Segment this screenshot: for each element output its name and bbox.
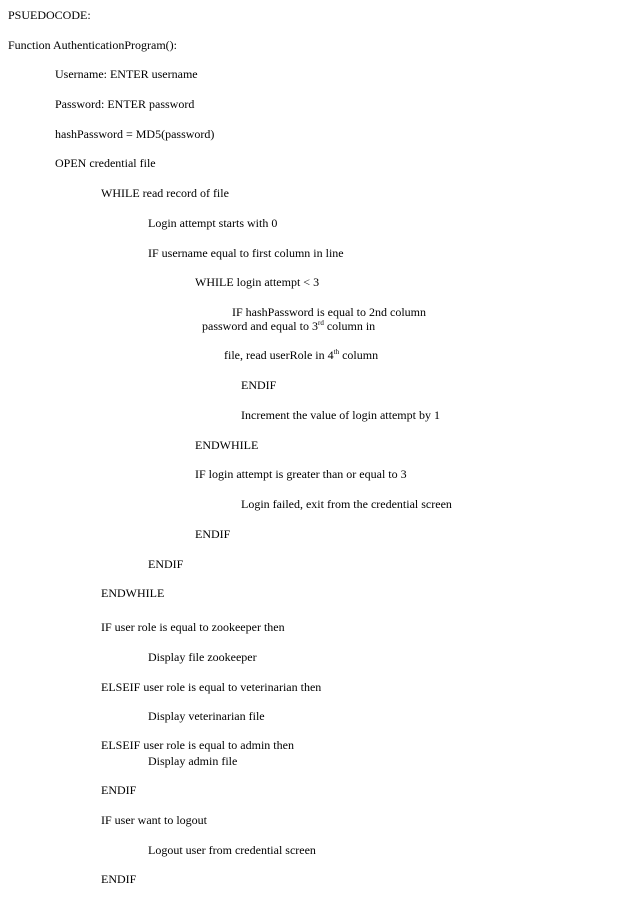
code-line-endif-roles: ENDIF: [101, 783, 137, 797]
code-line-endif-logout: ENDIF: [101, 872, 137, 886]
code-line-display-admin: Display admin file: [148, 754, 238, 768]
code-line-login-attempt-start: Login attempt starts with 0: [148, 216, 278, 230]
file-read-superscript: th: [333, 348, 340, 356]
code-line-file-read: [224, 348, 378, 362]
code-line-while-read: WHILE read record of file: [101, 186, 229, 200]
code-line-display-zookeeper: Display file zookeeper: [148, 650, 257, 664]
code-line-elseif-vet: ELSEIF user role is equal to veterinarian then: [101, 680, 322, 694]
code-line-if-zookeeper: IF user role is equal to zookeeper then: [101, 620, 285, 634]
password-equal-suffix: column in: [323, 319, 376, 333]
code-line-if-login-ge3: IF login attempt is greater than or equal to 3: [195, 467, 407, 481]
code-line-open-file: OPEN credential file: [55, 156, 156, 170]
code-line-password-equal: [202, 319, 375, 333]
code-line-username: Username: ENTER username: [55, 67, 198, 81]
code-line-endif-login: ENDIF: [195, 527, 231, 541]
code-line-endif-inner: ENDIF: [241, 378, 277, 392]
code-line-if-logout: IF user want to logout: [101, 813, 207, 827]
code-line-if-username: IF username equal to first column in line: [148, 246, 344, 260]
password-equal-text: password and equal to 3: [202, 319, 318, 333]
code-line-logout-user: Logout user from credential screen: [148, 843, 316, 857]
code-line-endwhile-outer: ENDWHILE: [101, 586, 165, 600]
file-read-suffix: column: [339, 348, 379, 362]
password-equal-superscript: rd: [317, 319, 324, 327]
file-read-text: file, read userRole in 4: [224, 348, 334, 362]
document-heading: PSUEDOCODE:: [8, 8, 91, 22]
code-line-password: Password: ENTER password: [55, 97, 195, 111]
code-line-login-failed: Login failed, exit from the credential screen: [241, 497, 452, 511]
code-line-elseif-admin: ELSEIF user role is equal to admin then: [101, 738, 294, 752]
code-line-hash: hashPassword = MD5(password): [55, 127, 215, 141]
code-line-if-hash: IF hashPassword is equal to 2nd column: [232, 305, 426, 319]
function-declaration: Function AuthenticationProgram():: [8, 38, 177, 52]
code-line-display-vet: Display veterinarian file: [148, 709, 265, 723]
code-line-endif-username: ENDIF: [148, 557, 184, 571]
code-line-increment: Increment the value of login attempt by 1: [241, 408, 440, 422]
code-line-endwhile-inner: ENDWHILE: [195, 438, 259, 452]
code-line-while-login: WHILE login attempt < 3: [195, 275, 320, 289]
